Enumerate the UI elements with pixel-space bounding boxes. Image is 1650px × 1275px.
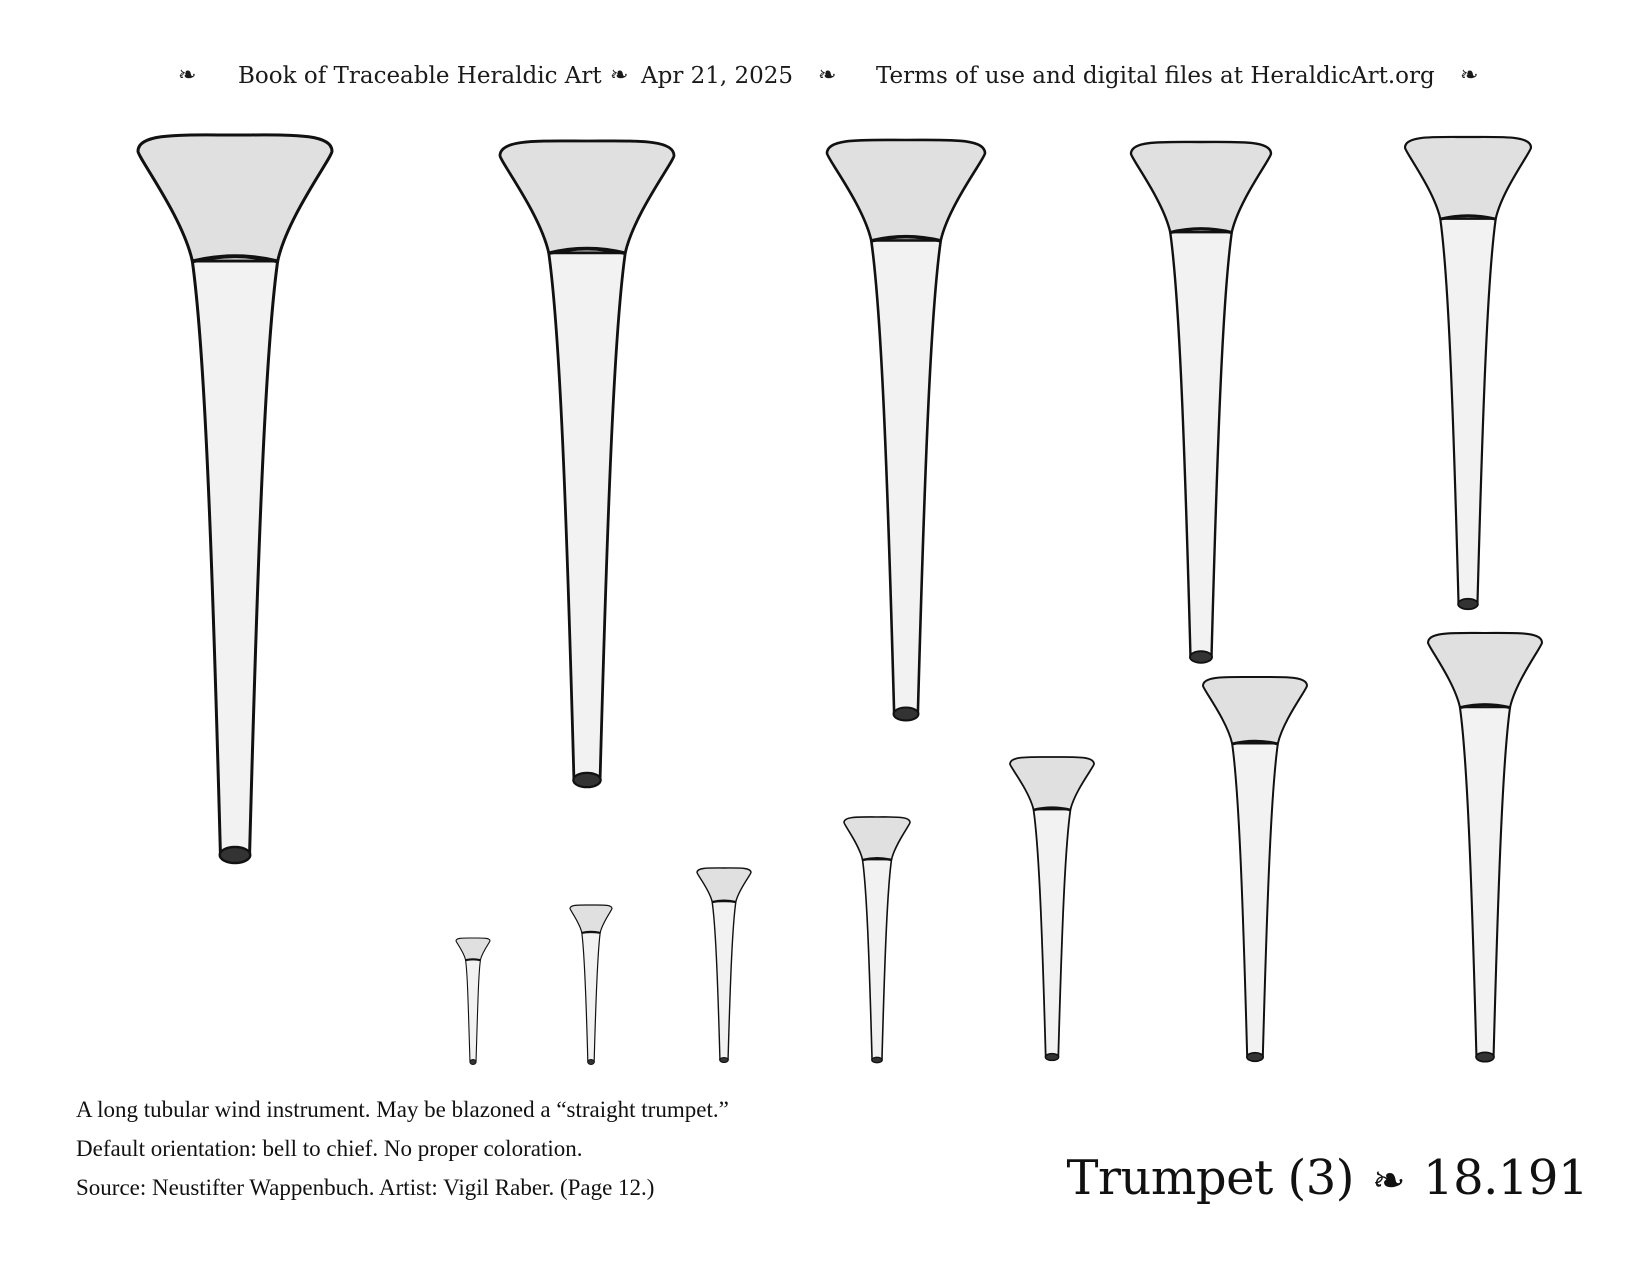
trumpet-bell	[1010, 757, 1094, 810]
trumpet-bell	[1131, 142, 1271, 232]
trumpet-bell	[697, 868, 751, 902]
ornament-icon: ❧	[818, 63, 837, 88]
trumpet-tube	[192, 261, 277, 855]
trumpet-figure	[1010, 757, 1094, 1061]
trumpet-mouthpiece	[220, 847, 251, 863]
trumpet-figure	[1203, 677, 1307, 1061]
trumpet-figure	[1405, 137, 1531, 609]
trumpet-tube	[712, 902, 736, 1060]
trumpet-bell	[1405, 137, 1531, 219]
trumpet-mouthpiece	[573, 773, 600, 787]
trumpet-tube	[1460, 707, 1510, 1057]
trumpet-tube	[1440, 219, 1495, 604]
trumpet-figure	[827, 140, 985, 721]
plate-name: Trumpet (3)	[1066, 1150, 1355, 1206]
description-line: A long tubular wind instrument. May be blazoned a “straight trumpet.”	[76, 1097, 729, 1122]
trumpet-mouthpiece	[894, 707, 919, 720]
trumpet-tube	[1170, 232, 1232, 657]
trumpet-bell	[844, 817, 910, 860]
header-date: Apr 21, 2025	[641, 63, 794, 89]
trumpet-mouthpiece	[872, 1057, 882, 1062]
trumpet-figure	[697, 868, 751, 1063]
ornament-icon: ❧	[610, 63, 629, 88]
book-title: Book of Traceable Heraldic Art	[238, 63, 602, 89]
source-line: Source: Neustifter Wappenbuch. Artist: Vigil Raber. (Page 12.)	[76, 1175, 655, 1200]
description-block	[76, 1090, 729, 1207]
trumpet-mouthpiece	[1247, 1053, 1263, 1062]
trumpet-mouthpiece	[470, 1060, 476, 1065]
trumpet-mouthpiece	[1476, 1052, 1494, 1061]
terms-link[interactable]: Terms of use and digital files at HeraldicArt.org	[876, 63, 1435, 89]
trumpet-tube	[582, 932, 600, 1062]
trumpet-bell	[1203, 677, 1307, 744]
trumpet-figure	[1131, 142, 1271, 663]
ornament-icon: ❧	[1372, 1158, 1406, 1204]
trumpet-figure	[844, 817, 910, 1063]
trumpet-figure	[1428, 633, 1542, 1062]
trumpet-mouthpiece	[588, 1060, 595, 1065]
ornament-icon: ❧	[1460, 63, 1479, 88]
trumpet-mouthpiece	[1190, 651, 1212, 663]
plate-title	[1066, 1148, 1588, 1211]
trumpet-tube	[862, 860, 891, 1060]
trumpet-bell	[138, 135, 332, 261]
trumpet-tube	[871, 240, 941, 714]
trumpet-figure	[138, 135, 332, 863]
trumpet-tube	[1232, 744, 1278, 1058]
trumpet-tube	[466, 960, 481, 1062]
trumpet-bell	[827, 140, 985, 241]
orientation-line: Default orientation: bell to chief. No proper coloration.	[76, 1136, 583, 1161]
trumpet-figure	[500, 141, 674, 787]
trumpet-figure	[456, 938, 490, 1065]
trumpet-bell	[570, 905, 612, 932]
trumpet-mouthpiece	[1458, 599, 1478, 609]
trumpet-mouthpiece	[1045, 1054, 1058, 1061]
trumpet-tube	[1034, 810, 1071, 1058]
ornament-icon: ❧	[178, 63, 197, 88]
trumpet-mouthpiece	[720, 1058, 729, 1063]
plate-number: 18.191	[1423, 1150, 1588, 1206]
trumpet-figure	[570, 905, 612, 1065]
trumpet-bell	[1428, 633, 1542, 707]
trumpet-tube	[549, 253, 626, 780]
trumpet-bell	[500, 141, 674, 253]
trumpet-bell	[456, 938, 490, 960]
